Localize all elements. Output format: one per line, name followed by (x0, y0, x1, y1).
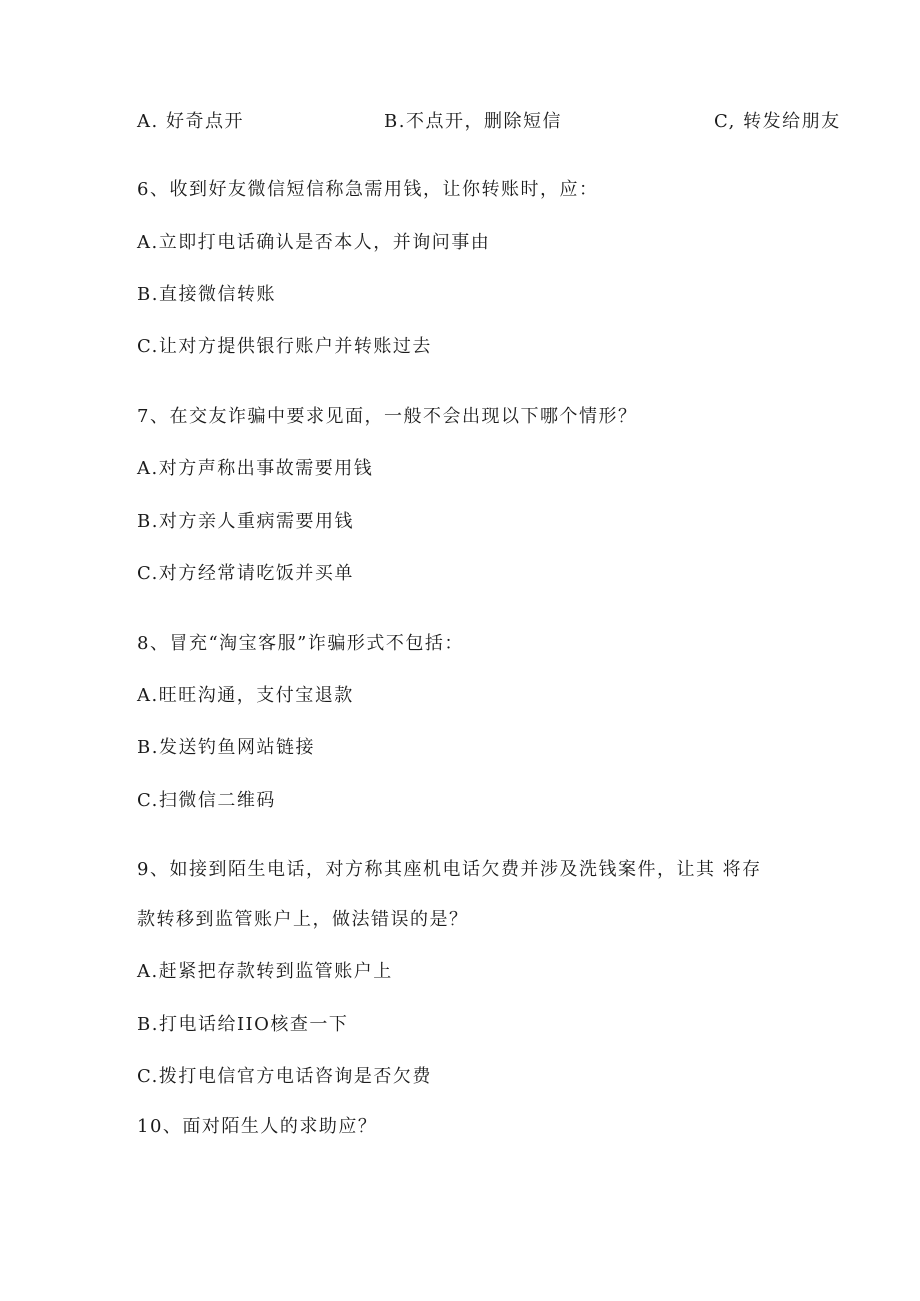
q8-option-a: A.旺旺沟通，支付宝退款 (137, 685, 354, 706)
q6-option-b: B.直接微信转账 (137, 284, 276, 305)
q8-question: 8、冒充“淘宝客服”诈骗形式不包括： (137, 633, 464, 654)
q9-question-line1: 9、如接到陌生电话，对方称其座机电话欠费并涉及洗钱案件，让其 将存 (137, 859, 762, 880)
q5-option-c: C, 转发给朋友 (714, 111, 841, 132)
q6-question: 6、收到好友微信短信称急需用钱，让你转账时，应： (137, 179, 599, 200)
q5-option-b: B.不点开，删除短信 (384, 111, 562, 132)
q10-question: 10、面对陌生人的求助应？ (137, 1116, 378, 1137)
q5-option-a: A. 好奇点开 (137, 111, 244, 132)
q8-option-b: B.发送钓鱼网站链接 (137, 737, 315, 758)
q8-option-c: C.扫微信二维码 (137, 790, 276, 811)
q9-option-b: B.打电话给IIO核查一下 (137, 1014, 349, 1035)
q6-option-a: A.立即打电话确认是否本人，并询问事由 (137, 232, 491, 253)
q9-question-line2: 款转移到监管账户上，做法错误的是？ (137, 909, 469, 930)
q9-option-a: A.赶紧把存款转到监管账户上 (137, 961, 393, 982)
q7-question: 7、在交友诈骗中要求见面，一般不会出现以下哪个情形？ (137, 406, 638, 427)
q5-options-row (137, 110, 841, 134)
q9-option-c: C.拨打电信官方电话咨询是否欠费 (137, 1066, 432, 1087)
q7-option-c: C.对方经常请吃饭并买单 (137, 563, 354, 584)
q6-option-c: C.让对方提供银行账户并转账过去 (137, 336, 432, 357)
q7-option-b: B.对方亲人重病需要用钱 (137, 511, 354, 532)
q7-option-a: A.对方声称出事故需要用钱 (137, 458, 374, 479)
